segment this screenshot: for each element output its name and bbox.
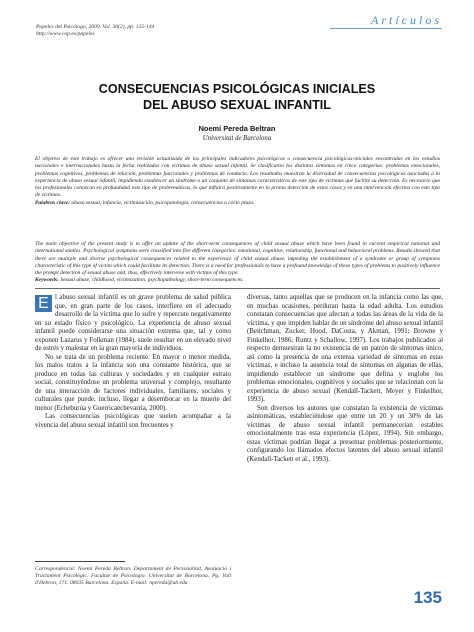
body-paragraph — [35, 294, 231, 354]
journal-header — [36, 24, 154, 38]
author-affiliation: Universitat de Barcelona — [202, 135, 272, 142]
body-paragraph: Son diversos los autores que constatan la existencia de víctimas asintomáticas, estableciéndose que entre un 20 y un 30% de las víctimas de abuso sexual infantil permanecerían estables emocionalmente tras esta experiencia (López, 1994). Sin embargo, estas víctimas podrían llegar a presentar problemas posteriormente, configurando los llamados efectos latentes del abuso sexual infantil (Kendall-Tackett et al., 1993). — [247, 404, 443, 463]
keywords-es: abuso sexual, infancia, victimización, psicopatología, consecuencias a corto plazo. — [71, 199, 255, 206]
author-name: Noemí Pereda Beltran — [198, 124, 276, 133]
body-paragraph: Las consecuencias psicológicas que suelen acompañar a la vivencia del abuso sexual infantil son frecuentes y — [35, 413, 231, 429]
abstract-spanish — [35, 156, 440, 207]
section-label: Artículos — [371, 13, 442, 27]
keywords-label-es: Palabras clave: — [35, 199, 70, 206]
body-paragraph: No se trata de un problema reciente. En mayor o menor medida, los malos tratos a la infancia son una constante histórica, que se produce en todas las culturas y sociedades y en cualquier estrato social, constituyéndose un problema universal y complejo, resultante de una interacción de factores individuales, familiares, sociales y culturales que puede, incluso, llegar a desembocar en la muerte del menor (Echeburúa y Guerricaechevarría, 2000). — [35, 353, 231, 412]
body-paragraph: diversas, tanto aquellas que se producen en la infancia como las que, en muchas ocasiones, perduran hasta la edad adulta. Los estudios constatan consecuencias que afectan a todas las áreas de la vida de la víctima, y que impiden hablar de un síndrome del abuso sexual infantil (Beitchman, Zucker, Hood, DaCosta, y Akman, 1991; Browne y Finkelhor, 1986; Runtz y Schallow, 1997). Los trabajos publicados al respecto demuestran la no existencia de un patrón de síntomas único, así como la presencia de una extensa variedad de síntomas en estas víctimas, e incluso la ausencia total de síntomas en algunas de ellas, impidiendo establecer un síndrome que defina y englobe los problemas emocionales, cognitivos y sociales que se relacionan con la experiencia de abuso sexual (Kendall-Tackett, Meyer y Finkelhor, 1993). — [247, 294, 443, 403]
correspondence-note: Correspondencia: Noemí Pereda Beltran. Departament de Personalitat, Avaluació i Tractament Psicològic. Facultat de Psicologia. Universitat de Barcelona. Pg. Vall d'Hebron, 171. 08035 Barcelona. España. E-mail: npereda@ub.edu — [35, 566, 231, 587]
body-column-left — [35, 294, 231, 430]
abstract-english — [35, 241, 440, 285]
journal-citation: Papeles del Psicólogo, 2009. Vol. 30(2), pp. 135-144 — [36, 24, 155, 30]
title-line-1: CONSECUENCIAS PSICOLÓGICAS INICIALES — [98, 82, 376, 96]
footnote-divider — [35, 561, 125, 562]
drop-cap: E — [35, 295, 52, 312]
body-paragraph-text: l abuso sexual infantil es un grave problema de salud pública que, en gran parte de los casos, interfiere en el adecuado desarrollo de la víctima que lo sufre y repercute negativamente en su estado físico y psicológico. La experiencia de abuso sexual infantil puede considerarse una situación extrema que, tal y como exponen Lazarus y Folkman (1984), suele resultar en un elevado nivel de estrés y malestar en la gran mayoría de individuos. — [35, 294, 231, 352]
abstract-english-text: The main objective of the present study is to offer an update of the short-term consequences of child sexual abuse which have been found in current empirical national and international studies. Psychological symptoms were classified into five different categories: emotional, cognitive, relationship, functional and behavioral problems. Results showed that there are multiple and diverse psychological consequences related to the experience of child sexual abuse, impeding the establishment of a syndrome or group of symptoms characteristic of this type of victim which could facilitate its detection. There is a need for professionals to have a profound knowledge of these types of problems to positively influence the prompt detection of sexual abuse and, thus, effectively intervene with victims of this type. — [35, 241, 440, 277]
page-number: 135 — [413, 588, 442, 607]
article-title — [0, 82, 474, 113]
keywords-label-en: Keywords: — [35, 277, 59, 284]
keywords-en: Sexual abuse, childhood, victimization, psychopathology, short-term consequences. — [60, 277, 244, 284]
journal-url[interactable]: http://www.cop.es/papeles — [36, 31, 95, 38]
abstract-divider — [35, 288, 440, 289]
section-divider — [330, 28, 442, 39]
abstract-spanish-text: El objetivo de este trabajo es ofrecer una revisión actualizada de los principales indicadores psicológicos o consecuencia psicológicas-iniciales encontradas en los estudios nacionales e internacionales hasta la fecha realizados con víctimas de abuso sexual infantil. Se clasificaron los distintos síntomas en cinco categorías: problemas emocionales, problemas cognitivos, problemas de relación, problemas funcionales y problemas de conducta. Los resultados muestran la diversidad de consecuencias psicológicas asociadas a la experiencia de abuso sexual infantil, impidiendo establecer un síndrome o un conjunto de síntomas característicos de este tipo de víctimas que facilite su detección. Es necesario que los profesionales conozcan en profundidad este tipo de problemáticas, lo que influirá positivamente en la pronta detección de estos casos y en una intervención efectiva con este tipo de víctimas. — [35, 156, 440, 199]
body-column-right — [247, 294, 443, 464]
title-line-2: DEL ABUSO SEXUAL INFANTIL — [143, 97, 331, 112]
